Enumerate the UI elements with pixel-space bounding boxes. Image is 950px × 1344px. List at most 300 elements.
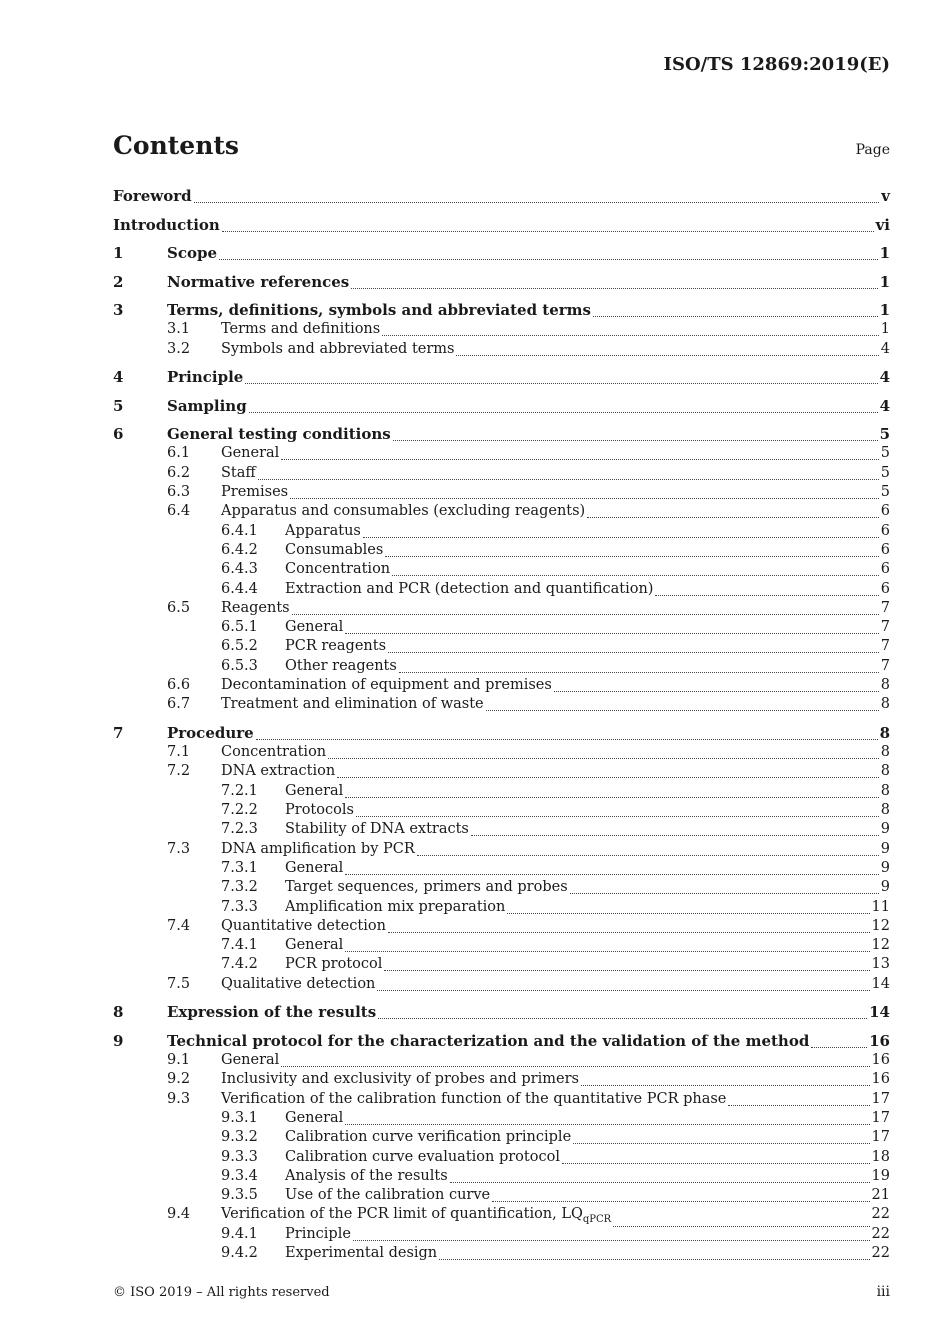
- toc-entry-page: 7: [880, 638, 890, 655]
- toc-entry-number: 7.2.3: [221, 821, 258, 838]
- toc-entry-page: 1: [879, 272, 890, 291]
- toc-entry[interactable]: [113, 723, 890, 743]
- dot-leader: [593, 316, 878, 317]
- toc-entry-body: [221, 598, 890, 618]
- toc-entry-title: [221, 916, 386, 936]
- dot-leader: [194, 202, 880, 203]
- toc-entry-title-text: Foreword: [113, 187, 192, 205]
- dot-leader: [486, 710, 879, 711]
- toc-entry[interactable]: [113, 1224, 890, 1244]
- toc-entry-page: 12: [871, 917, 890, 934]
- toc-entry[interactable]: [113, 579, 890, 599]
- toc-entry-page: 8: [880, 744, 890, 761]
- toc-entry-page: 5: [880, 464, 890, 481]
- toc-entry-number: 9.3.1: [221, 1109, 258, 1126]
- toc-entry-title: [285, 897, 505, 917]
- dot-leader: [351, 288, 877, 289]
- toc-entry-title: [285, 877, 568, 897]
- toc-entry-title: [221, 1089, 726, 1109]
- toc-entry-title: [221, 761, 335, 781]
- toc-entry[interactable]: [113, 300, 890, 320]
- toc-entry-title: [167, 367, 243, 387]
- toc-entry-title-text: General: [221, 445, 280, 462]
- toc-entry[interactable]: [113, 1127, 890, 1147]
- toc-entry[interactable]: [113, 1002, 890, 1022]
- toc-entry[interactable]: [113, 675, 890, 695]
- toc-entry-title: [167, 723, 254, 743]
- toc-entry-page: 8: [880, 677, 890, 693]
- toc-entry[interactable]: [113, 243, 890, 263]
- toc-entry-title: [167, 1031, 809, 1051]
- toc-entry-page: 8: [880, 696, 890, 713]
- toc-entry-title-text: General: [221, 1052, 280, 1068]
- dot-leader: [281, 1066, 869, 1067]
- toc-entry-title: [221, 598, 290, 618]
- toc-entry-body: [167, 272, 890, 292]
- toc-entry-title-text: Premises: [221, 484, 289, 500]
- dot-leader: [399, 672, 879, 673]
- toc-entry-title-text: Principle: [285, 1225, 351, 1242]
- toc-entry-number: 2: [113, 272, 124, 291]
- toc-entry-title-text: PCR protocol: [285, 956, 383, 973]
- toc-entry-title: [285, 1166, 448, 1186]
- dot-leader: [388, 932, 870, 933]
- toc-entry-page: v: [881, 187, 890, 205]
- toc-entry-title-text: General: [285, 782, 344, 799]
- dot-leader: [356, 816, 879, 817]
- toc-entry-body: [285, 1147, 890, 1167]
- toc-entry-title-text: Calibration curve evaluation protocol: [285, 1148, 560, 1165]
- toc-entry-page: 19: [871, 1167, 890, 1184]
- toc-entry-page: 1: [880, 321, 890, 338]
- toc-entry-number: 7.3.3: [221, 898, 258, 915]
- toc-entry-number: 9: [113, 1031, 124, 1050]
- toc-entry[interactable]: [113, 1166, 890, 1186]
- toc-entry-page: 4: [880, 340, 890, 357]
- toc-entry[interactable]: [113, 800, 890, 820]
- toc-entry-page: 9: [880, 821, 890, 838]
- toc-entry-number: 7.4.1: [221, 937, 258, 954]
- toc-entry-title: [285, 1243, 437, 1263]
- toc-entry-body: [113, 186, 890, 206]
- toc-entry-title-text: General: [285, 619, 344, 636]
- toc-entry-page: 4: [879, 396, 890, 415]
- page-number: iii: [876, 1284, 890, 1300]
- toc-entry-title: [221, 501, 585, 521]
- toc-entry[interactable]: [113, 877, 890, 897]
- toc-entry-title: [285, 656, 397, 676]
- toc-entry[interactable]: [113, 319, 890, 339]
- toc-entry-page: 7: [880, 619, 890, 636]
- dot-leader: [385, 556, 878, 557]
- toc-entry-number: 7.3.1: [221, 859, 258, 876]
- toc-entry-title-text: Terms and definitions: [221, 321, 381, 338]
- toc-entry-body: [221, 339, 890, 359]
- dot-leader: [507, 913, 869, 914]
- toc-entry-body: [221, 319, 890, 339]
- dot-leader: [258, 479, 879, 480]
- toc-entry-title-text: Target sequences, primers and probes: [285, 879, 568, 896]
- dot-leader: [377, 990, 869, 991]
- toc-entry-number: 9.3.3: [221, 1148, 258, 1165]
- toc-entry-number: 9.4.1: [221, 1225, 258, 1242]
- toc-entry-title: [113, 186, 192, 206]
- toc-entry-body: [285, 636, 890, 656]
- toc-entry-title: [221, 742, 326, 762]
- toc-entry-title-text: Concentration: [221, 744, 327, 761]
- toc-entry-number: 6.5.2: [221, 638, 258, 655]
- toc-entry-number: 7.2.1: [221, 782, 258, 799]
- toc-entry-body: [221, 1050, 890, 1070]
- toc-entry-title-text: Principle: [167, 368, 244, 387]
- toc-entry[interactable]: [113, 215, 890, 235]
- dot-leader: [219, 259, 878, 260]
- toc-entry-number: 3.2: [167, 340, 191, 357]
- toc-entry-title: [221, 1069, 579, 1089]
- toc-entry-page: 12: [871, 937, 890, 954]
- toc-entry[interactable]: [113, 1089, 890, 1109]
- toc-entry-title-text: Sampling: [167, 396, 247, 415]
- toc-entry[interactable]: [113, 897, 890, 917]
- toc-entry-number: 6.3: [167, 484, 191, 500]
- toc-entry-page: 9: [880, 859, 890, 876]
- dot-leader: [492, 1201, 869, 1202]
- dot-leader: [290, 498, 879, 499]
- dot-leader: [554, 691, 879, 692]
- toc-entry-body: [221, 761, 890, 781]
- toc-entry-number: 6.7: [167, 696, 191, 713]
- toc-entry-page: 8: [879, 723, 890, 742]
- toc-entry-body: [285, 781, 890, 801]
- toc-entry-title-text: Calibration curve verification principle: [285, 1129, 572, 1146]
- toc-entry-title-text: Expression of the results: [167, 1003, 377, 1022]
- toc-entry-page: 8: [880, 802, 890, 818]
- toc-entry-body: [221, 1089, 890, 1109]
- toc-entry-body: [285, 1243, 890, 1263]
- toc-entry-title: [285, 579, 653, 599]
- toc-entry-number: 9.4.2: [221, 1245, 258, 1261]
- toc-entry-number: 6.4: [167, 503, 191, 520]
- toc-entry[interactable]: [113, 1147, 890, 1167]
- toc-entry[interactable]: [113, 463, 890, 483]
- toc-entry-number: 6.5: [167, 599, 191, 616]
- toc-entry[interactable]: [113, 1031, 890, 1051]
- toc-entry-body: [285, 1166, 890, 1186]
- toc-entry-body: [221, 916, 890, 936]
- toc-entry[interactable]: [113, 272, 890, 292]
- dot-leader: [562, 1163, 870, 1164]
- toc-entry-number: 4: [113, 368, 124, 387]
- toc-entry[interactable]: [113, 1185, 890, 1205]
- toc-entry-page: 22: [871, 1206, 890, 1223]
- toc-entry-number: 6.5.1: [221, 619, 258, 636]
- toc-entry-body: [285, 858, 890, 878]
- toc-entry-body: [221, 675, 890, 695]
- dot-leader: [337, 777, 879, 778]
- toc-entry-page: 16: [871, 1052, 890, 1068]
- toc-entry-title: [285, 636, 386, 656]
- dot-leader: [811, 1047, 867, 1048]
- toc-entry-title-text: Consumables: [285, 541, 384, 558]
- toc-entry-title-text: Introduction: [113, 215, 220, 234]
- toc-entry-title: [167, 272, 349, 292]
- toc-entry-page: 9: [880, 840, 890, 857]
- toc-entry-title: [221, 694, 484, 714]
- toc-entry[interactable]: [113, 1108, 890, 1128]
- toc-entry-title-text: Symbols and abbreviated terms: [221, 340, 455, 357]
- toc-entry-number: 5: [113, 396, 124, 415]
- toc-entry-number: 7: [113, 723, 124, 742]
- toc-entry-title: [167, 424, 391, 444]
- toc-entry-body: [221, 974, 890, 994]
- toc-entry[interactable]: [113, 742, 890, 762]
- dot-leader: [392, 575, 879, 576]
- toc-entry-title-text: Scope: [167, 244, 218, 262]
- toc-entry[interactable]: [113, 839, 890, 859]
- toc-entry[interactable]: [113, 636, 890, 656]
- dot-leader: [417, 855, 879, 856]
- dot-leader: [245, 383, 877, 384]
- toc-entry[interactable]: [113, 617, 890, 637]
- toc-entry[interactable]: [113, 954, 890, 974]
- dot-leader: [256, 739, 878, 740]
- toc-entry[interactable]: [113, 974, 890, 994]
- toc-entry-page: 16: [871, 1071, 890, 1088]
- toc-entry-title-text: PCR reagents: [285, 638, 387, 655]
- toc-entry-title-text: Experimental design: [285, 1245, 438, 1261]
- dot-leader: [249, 412, 878, 413]
- toc-entry-title-text: DNA extraction: [221, 763, 336, 780]
- toc-entry[interactable]: [113, 598, 890, 618]
- toc-entry-number: 9.1: [167, 1052, 191, 1068]
- toc-entry-title: [285, 781, 343, 801]
- toc-entry-body: [167, 396, 890, 416]
- dot-leader: [450, 1182, 870, 1183]
- dot-leader: [587, 517, 879, 518]
- dot-leader: [728, 1105, 869, 1106]
- toc-entry-number: 7.1: [167, 744, 191, 761]
- toc-entry-body: [285, 935, 890, 955]
- toc-entry[interactable]: [113, 501, 890, 521]
- toc-entry[interactable]: [113, 339, 890, 359]
- toc-entry-title-text: Other reagents: [285, 657, 397, 674]
- toc-entry-body: [221, 482, 890, 502]
- toc-entry-title-text: DNA amplification by PCR: [221, 840, 415, 857]
- dot-leader: [345, 633, 878, 634]
- toc-entry-body: [167, 424, 890, 444]
- toc-entry-number: 6.4.3: [221, 561, 258, 578]
- toc-entry-title-text: Staff: [221, 464, 256, 481]
- toc-entry[interactable]: [113, 482, 890, 502]
- toc-entry-title: [221, 675, 552, 695]
- toc-entry-title: [221, 463, 256, 483]
- toc-entry-title: [167, 1002, 376, 1022]
- dot-leader: [570, 893, 879, 894]
- toc-entry-page: 11: [871, 898, 890, 915]
- toc-entry-page: 17: [871, 1129, 890, 1146]
- toc-entry-body: [221, 839, 890, 859]
- toc-entry-number: 7.4: [167, 917, 191, 934]
- toc-entry-number: 9.3.2: [221, 1129, 258, 1146]
- toc-entry-body: [221, 463, 890, 483]
- toc-entry-title-text: Apparatus: [285, 522, 361, 539]
- toc-entry[interactable]: [113, 1204, 890, 1224]
- page-column-label: Page: [855, 142, 890, 158]
- toc-entry-title: [285, 540, 383, 560]
- toc-entry-title: [167, 396, 247, 416]
- toc-entry[interactable]: [113, 396, 890, 416]
- toc-entry-title: [285, 935, 343, 955]
- toc-entry-body: [167, 1031, 890, 1051]
- toc-entry-title: [221, 839, 415, 859]
- toc-entry-title: [285, 858, 343, 878]
- toc-entry[interactable]: [113, 656, 890, 676]
- toc-entry[interactable]: [113, 186, 890, 206]
- toc-entry-body: [221, 501, 890, 521]
- dot-leader: [439, 1259, 869, 1260]
- toc-entry-title: [221, 974, 375, 994]
- toc-entry-page: 17: [871, 1090, 890, 1107]
- toc-entry[interactable]: [113, 1050, 890, 1070]
- toc-entry-body: [285, 800, 890, 820]
- dot-leader: [378, 1018, 867, 1019]
- toc-entry[interactable]: [113, 424, 890, 444]
- toc-entry-body: [221, 443, 890, 463]
- dot-leader: [222, 231, 874, 232]
- dot-leader: [345, 874, 878, 875]
- toc-entry[interactable]: [113, 521, 890, 541]
- toc-entry-body: [285, 656, 890, 676]
- toc-entry-number: 6.5.3: [221, 657, 258, 674]
- dot-leader: [393, 440, 878, 441]
- dot-leader: [388, 652, 879, 653]
- toc-entry-body: [221, 1069, 890, 1089]
- toc-entry[interactable]: [113, 540, 890, 560]
- toc-entry-title-text: Extraction and PCR (detection and quantification): [285, 580, 654, 597]
- toc-entry-title: [221, 482, 288, 502]
- dot-leader: [345, 951, 869, 952]
- toc-entry-number: 6.4.4: [221, 580, 258, 597]
- toc-entry-title-text: Qualitative detection: [221, 975, 376, 992]
- toc-entry[interactable]: [113, 443, 890, 463]
- dot-leader: [382, 335, 879, 336]
- toc-entry-body: [285, 1185, 890, 1205]
- toc-entry-page: 5: [880, 445, 890, 462]
- toc-entry-title: [221, 443, 279, 463]
- toc-entry-title-text: Analysis of the results: [285, 1167, 448, 1184]
- toc-entry[interactable]: [113, 781, 890, 801]
- toc-entry-body: [285, 1108, 890, 1128]
- toc-entry-title: [285, 954, 382, 974]
- toc-entry-title-text: Inclusivity and exclusivity of probes and primers: [221, 1071, 579, 1088]
- toc-entry-title-text: Concentration: [285, 561, 391, 578]
- toc-entry-page: 6: [880, 580, 890, 597]
- toc-entry-page: 6: [880, 522, 890, 539]
- toc-entry-body: [285, 540, 890, 560]
- toc-entry-page: 1: [879, 301, 890, 319]
- toc-entry-title-text: Treatment and elimination of waste: [221, 696, 484, 713]
- toc-entry-title-text: Normative references: [167, 272, 350, 291]
- toc-entry-number: 3.1: [167, 321, 191, 338]
- contents-heading: Contents: [113, 131, 240, 160]
- toc-entry-body: [285, 897, 890, 917]
- toc-entry-body: [285, 559, 890, 579]
- toc-entry-title-text: General: [285, 859, 344, 876]
- standard-identifier: ISO/TS 12869:2019(E): [663, 54, 890, 75]
- toc-entry-title: [113, 215, 220, 235]
- toc-entry-title-text: Reagents: [221, 599, 290, 616]
- toc-entry-title: [221, 339, 454, 359]
- toc-entry-number: 1: [113, 244, 124, 262]
- toc-entry-page: 5: [879, 425, 890, 444]
- toc-entry-title: [285, 617, 343, 637]
- toc-entry-title-text: Use of the calibration curve: [285, 1187, 491, 1204]
- dot-leader: [345, 1124, 869, 1125]
- toc-entry-page: 7: [880, 599, 890, 616]
- toc-entry-number: 7.3: [167, 840, 191, 857]
- toc-entry-number: 9.4: [167, 1206, 191, 1223]
- toc-entry[interactable]: [113, 367, 890, 387]
- toc-entry[interactable]: [113, 559, 890, 579]
- toc-entry[interactable]: [113, 916, 890, 936]
- toc-entry-page: 21: [871, 1187, 890, 1204]
- toc-entry-page: 8: [880, 763, 890, 780]
- toc-entry-title: [285, 1185, 490, 1205]
- dot-leader: [471, 835, 879, 836]
- toc-entry-body: [167, 243, 890, 263]
- dot-leader: [292, 614, 879, 615]
- toc-entry-title-text: Apparatus and consumables (excluding reagents): [221, 503, 586, 520]
- toc-entry-body: [167, 367, 890, 387]
- toc-entry-title-text: Protocols: [285, 802, 354, 818]
- toc-entry-number: 6.6: [167, 677, 191, 693]
- toc-entry-title-text: Stability of DNA extracts: [285, 821, 469, 838]
- toc-entry-page: 4: [879, 368, 890, 387]
- toc-entry-body: [285, 1224, 890, 1244]
- toc-entry[interactable]: [113, 1243, 890, 1263]
- toc-entry-title: [221, 319, 380, 339]
- toc-entry[interactable]: [113, 858, 890, 878]
- toc-entry-number: 9.2: [167, 1071, 191, 1088]
- dot-leader: [573, 1143, 869, 1144]
- dot-leader: [581, 1085, 870, 1086]
- toc-entry-page: 6: [880, 541, 890, 558]
- toc-entry-title-text: Procedure: [167, 723, 254, 742]
- toc-entry-body: [285, 617, 890, 637]
- toc-entry-number: 9.3: [167, 1090, 191, 1107]
- dot-leader: [456, 355, 878, 356]
- toc-entry-body: [285, 877, 890, 897]
- toc-entry-title: [285, 521, 361, 541]
- toc-entry[interactable]: [113, 761, 890, 781]
- toc-entry-title: [167, 300, 591, 320]
- toc-entry-title-text: General testing conditions: [167, 425, 391, 444]
- toc-entry-page: vi: [875, 215, 890, 234]
- toc-entry[interactable]: [113, 1069, 890, 1089]
- toc-entry-title-text: Technical protocol for the characterization and the validation of the method: [167, 1031, 810, 1050]
- toc-entry-number: 6.4.2: [221, 541, 258, 558]
- toc-entry-title-text: Decontamination of equipment and premises: [221, 677, 552, 693]
- toc-entry[interactable]: [113, 819, 890, 839]
- toc-entry-subscript: qPCR: [582, 1214, 612, 1226]
- toc-entry[interactable]: [113, 694, 890, 714]
- toc-entry-body: [167, 1002, 890, 1022]
- toc-entry-body: [285, 819, 890, 839]
- toc-entry-page: 22: [871, 1245, 890, 1261]
- toc-entry-title-text: General: [285, 937, 344, 954]
- toc-entry[interactable]: [113, 935, 890, 955]
- toc-entry-page: 17: [871, 1109, 890, 1126]
